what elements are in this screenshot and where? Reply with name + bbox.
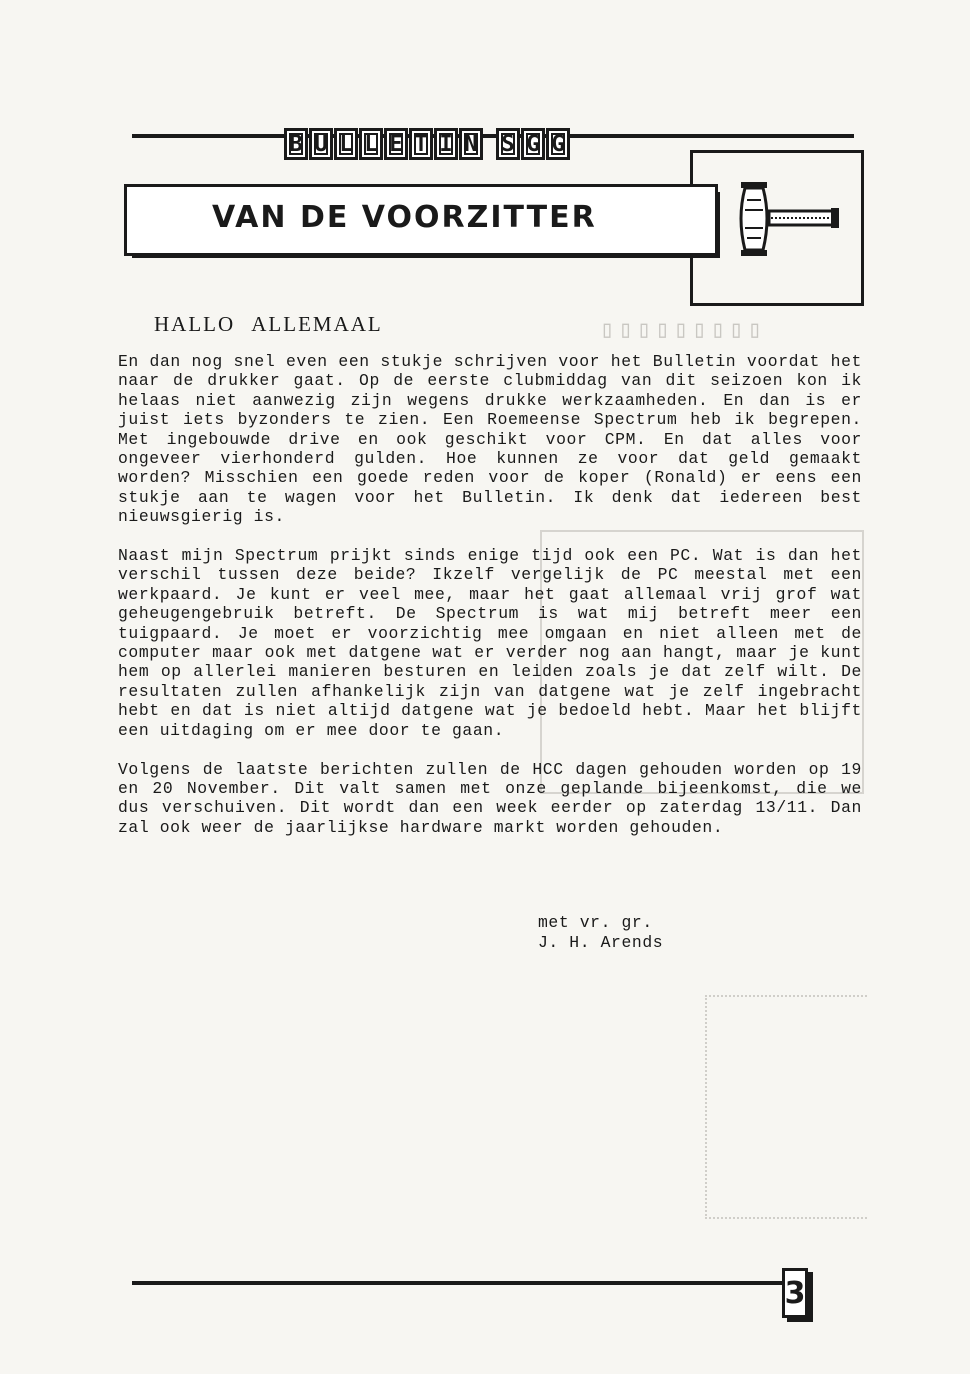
gavel-icon	[735, 180, 845, 260]
show-through-ghost: ▯▯▯▯▯▯▯▯▯	[600, 318, 767, 345]
logo-letter: B	[284, 128, 308, 160]
logo-letter: E	[384, 128, 408, 160]
logo-letter: L	[334, 128, 358, 160]
page-number: 3	[782, 1268, 808, 1318]
paragraph: En dan nog snel even een stukje schrijven voor het Bulletin voordat het naar de drukker gaat. Op de eerste clubmiddag van dit seizoen kon ik helaas niet aanwezig zijn wegens drukke werkzaamheden. En dan is er juist iets byzonders te zien. Een Roemeense Spectrum heb ik begrepen. Met ingebouwde drive en ook geschikt voor CPM. En dat alles voor ongeveer vierhonderd gulden. Hoe kunnen ze voor dat geld gemaakt worden? Misschien een goede reden voor de koper (Ronald) er eens een stukje aan te wagen voor het Bulletin. Ik denk dat iedereen best nieuwsgierig is.	[118, 352, 862, 527]
bottom-rule	[132, 1281, 782, 1285]
author-name: J. H. Arends	[538, 933, 664, 952]
greeting-heading: HALLO ALLEMAAL	[154, 312, 383, 336]
show-through-ghost-stars	[705, 995, 867, 1219]
paragraph: Volgens de laatste berichten zullen de HCC dagen gehouden worden op 19 en 20 November. Dit valt samen met onze geplande bijeenkomst, die we dus verschuiven. Dit wordt dan een week eerder op zaterdag 13/11. Dan zal ook weer de jaarlijkse hardware markt worden gehouden.	[118, 759, 862, 837]
closing-line: met vr. gr.	[538, 913, 653, 932]
logo-letter: N	[459, 128, 483, 160]
logo-letter: L	[359, 128, 383, 160]
logo-letter: T	[409, 128, 433, 160]
section-title: VAN DE VOORZITTER	[212, 200, 597, 235]
logo-letter: G	[521, 128, 545, 160]
paragraph: Naast mijn Spectrum prijkt sinds enige tijd ook een PC. Wat is dan het verschil tussen deze beide? Ikzelf vergelijk de PC meestal met een werkpaard. Je kunt er veel mee, maar het gaat allemaal vrij grof wat geheugengebruik betreft. De Spectrum is wat mij betreft meer een tuigpaard. Je moet er voorzichtig mee omgaan en niet alleen met de computer maar ook met datgene wat er verder nog aan hangt, maar je kunt hem op allerlei manieren besturen en leiden zoals je dat zelf wilt. De resultaten zullen afhankelijk zijn van datgene wat je zelf ingebracht hebt en dat is niet altijd datgene wat je bedoeld hebt. Maar het blijft een uitdaging om er mee door te gaan.	[118, 546, 862, 740]
logo-letter: U	[309, 128, 333, 160]
letter-body	[118, 352, 862, 857]
logo-letter: G	[546, 128, 570, 160]
bulletin-logo	[284, 128, 571, 160]
signoff	[538, 913, 663, 953]
logo-letter: I	[434, 128, 458, 160]
logo-letter: S	[496, 128, 520, 160]
